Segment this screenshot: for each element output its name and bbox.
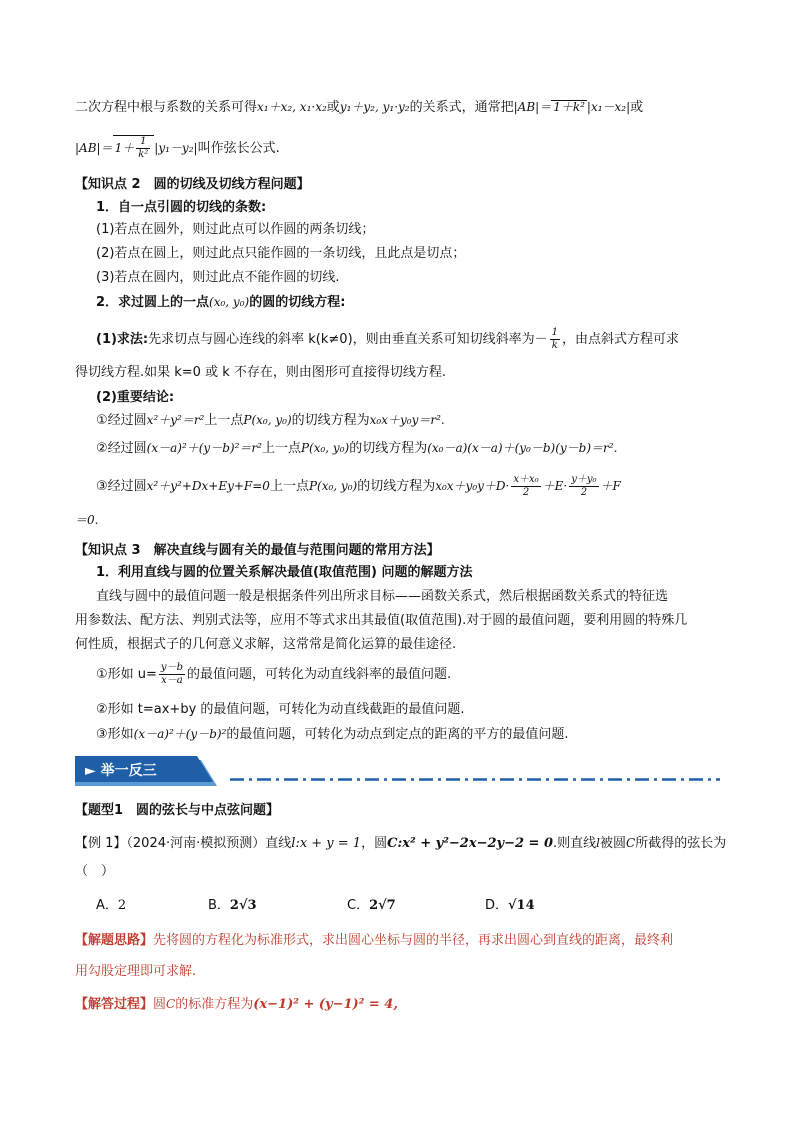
- kp2-item-2: (2)若点在圆上，则过此点只能作圆的一条切线，且此点是切点；: [96, 246, 466, 261]
- idea-label: 【解题思路】: [75, 933, 154, 948]
- sqrt-expr: [113, 135, 155, 161]
- process-label: 【解答过程】: [75, 997, 154, 1012]
- option-label: A．: [96, 898, 118, 913]
- text: 直线: [265, 836, 292, 851]
- text: 的切线方程为: [291, 413, 370, 428]
- math-expr: C:x² + y²−2x−2y−2 = 0: [387, 836, 553, 851]
- text: 或: [326, 100, 340, 115]
- sqrt-expr: 1＋k²: [553, 100, 585, 114]
- banner-label: ► 举一反三: [85, 763, 157, 779]
- option-c: [347, 896, 396, 916]
- text: .则直线: [553, 836, 597, 851]
- kp2-s1-title: 1．自一点引圆的切线的条数:: [96, 200, 267, 215]
- math-expr: x₀x＋y₀y＝r².: [369, 413, 445, 427]
- math-expr: ＋E·: [542, 479, 568, 493]
- math-expr: C: [166, 997, 176, 1011]
- kp2-conclusion-label: (2)重要结论:: [96, 390, 175, 405]
- kp2-method-line1: [96, 327, 679, 352]
- kp2-item-1: (1)若点在圆外，则过此点可以作圆的两条切线；: [96, 222, 375, 237]
- text: 先求切点与圆心连线的斜率 k(k≠0)，则由垂直关系可知切线斜率为－: [148, 332, 548, 347]
- kp3-s1-title: 1．利用直线与圆的位置关系解决最值(取值范围) 问题的解题方法: [96, 565, 473, 580]
- para1-line2: [75, 135, 280, 161]
- solution-process: [75, 994, 398, 1015]
- text: 上一点: [261, 441, 301, 456]
- math-expr: x₁＋x₂, x₁·x₂: [257, 100, 327, 114]
- option-label: B．: [208, 898, 230, 913]
- frac-den: 2: [580, 487, 588, 498]
- text: 所截得的弦长为: [635, 836, 727, 851]
- kp2-s2-title: [96, 292, 345, 313]
- example-label: 【例 1】: [75, 836, 127, 851]
- frac-num: y＋y₀: [571, 474, 597, 485]
- math-expr: |AB|＝: [513, 100, 552, 114]
- kp3-para-line3: 何性质，根据式子的几何意义求解，这常常是简化运算的最佳途径.: [75, 637, 457, 652]
- option-a: [96, 896, 126, 916]
- kp2-header: 【知识点 2 圆的切线及切线方程问题】: [75, 177, 310, 192]
- label: (1)求法:: [96, 332, 149, 347]
- math-expr: y₁＋y₂, y₁·y₂: [339, 100, 410, 114]
- text: 1＋: [114, 141, 135, 155]
- math-expr: l:x + y = 1: [291, 836, 362, 851]
- example-1-line1: [75, 833, 726, 854]
- math-expr: |y₁－y₂|: [154, 141, 198, 155]
- text: 或: [630, 100, 644, 115]
- kp2-item-3: (3)若点在圆内，则过此点不能作圆的切线.: [96, 270, 340, 285]
- section-banner: [75, 756, 217, 786]
- para1-line1: [75, 97, 643, 118]
- math-expr: (x₀－a)(x－a)＋(y₀－b)(y－b)＝r².: [427, 441, 618, 455]
- text: ②经过圆: [96, 441, 147, 456]
- math-expr: x²＋y²＝r²: [146, 413, 205, 427]
- text: 2．求过圆上的一点: [96, 295, 210, 310]
- text: 被圆: [599, 836, 626, 851]
- math-expr: |AB|＝: [75, 141, 113, 155]
- math-expr: l: [596, 836, 600, 850]
- text: 上一点: [269, 479, 309, 494]
- option-value: 2√3: [229, 898, 257, 913]
- text: ，圆: [361, 836, 388, 851]
- math-expr: P(x₀, y₀): [300, 441, 350, 455]
- text: 的最值问题，可转化为动直线斜率的最值问题.: [186, 667, 452, 682]
- text: 的最值问题，可转化为动点到定点的距离的平方的最值问题.: [226, 727, 569, 742]
- frac-den: k: [551, 340, 558, 351]
- fraction: [159, 662, 185, 687]
- fraction: [569, 474, 598, 499]
- text: 圆: [153, 997, 167, 1012]
- frac-den: 2: [522, 487, 530, 498]
- text: 的圆的切线方程:: [249, 295, 346, 310]
- math-expr: (x－a)²＋(y－b)²: [133, 727, 227, 741]
- type1-header: 【题型1 圆的弦长与中点弦问题】: [75, 803, 280, 818]
- banner-dash-line: [230, 778, 720, 781]
- kp2-method-line2: 得切线方程.如果 k=0 或 k 不存在，则由图形可直接得切线方程.: [75, 365, 447, 380]
- frac-num: y－b: [160, 662, 183, 673]
- fraction: [136, 136, 150, 161]
- frac-num: 1: [551, 327, 559, 338]
- frac-num: 1: [136, 136, 150, 149]
- math-expr: x₀x＋y₀y＋D·: [435, 479, 510, 493]
- text: ，由点斜式方程可求: [562, 332, 680, 347]
- solution-idea-line1: [75, 931, 673, 951]
- text: 的切线方程为: [349, 441, 428, 456]
- math-expr: x²＋y²+Dx+Ey+F=0: [146, 479, 270, 493]
- math-expr: |x₁－x₂|: [586, 100, 631, 114]
- option-d: [485, 896, 535, 916]
- frac-num: x＋x₀: [513, 474, 539, 485]
- text: ①形如 u=: [96, 667, 157, 682]
- kp3-para-line1: 直线与圆中的最值问题一般是根据条件列出所求目标——函数关系式，然后根据函数关系式的特征选: [96, 589, 669, 604]
- kp3-item-2: ②形如 t=ax+by 的最值问题，可转化为动直线截距的最值问题.: [96, 702, 465, 717]
- option-label: D．: [485, 898, 509, 913]
- solution-idea-line2: 用勾股定理即可求解.: [75, 964, 197, 979]
- math-expr: (x－a)²＋(y－b)²＝r²: [146, 441, 262, 455]
- text: ①经过圆: [96, 413, 147, 428]
- text: 上一点: [204, 413, 244, 428]
- example-1-paren: （ ）: [75, 864, 115, 879]
- text: 的切线方程为: [357, 479, 436, 494]
- math-expr: ＋F: [600, 479, 621, 493]
- kp2-conclusion-3: [96, 474, 621, 499]
- option-label: C．: [347, 898, 370, 913]
- math-expr: (x₀, y₀): [209, 295, 250, 309]
- fraction: [511, 474, 540, 499]
- math-expr: C: [626, 836, 636, 850]
- fraction: [550, 327, 560, 352]
- kp2-conclusion-1: [96, 410, 445, 431]
- option-b: [208, 896, 257, 916]
- kp3-item-3: [96, 724, 569, 745]
- math-expr: (x−1)² + (y−1)² = 4,: [253, 997, 398, 1012]
- kp3-header: 【知识点 3 解决直线与圆有关的最值与范围问题的常用方法】: [75, 543, 440, 558]
- text: 的关系式，通常把: [409, 100, 514, 115]
- text: 二次方程中根与系数的关系可得: [75, 100, 258, 115]
- kp3-item-1: [96, 662, 451, 687]
- text: ③形如: [96, 727, 134, 742]
- text: 先将圆的方程化为标准形式，求出圆心坐标与圆的半径，再求出圆心到直线的距离，最终利: [153, 933, 674, 948]
- option-value: √14: [508, 898, 535, 913]
- text: 叫作弦长公式.: [197, 141, 280, 156]
- frac-den: x－a: [161, 675, 183, 686]
- kp2-conclusion-3-end: ＝0.: [75, 513, 99, 527]
- kp2-conclusion-2: [96, 438, 617, 459]
- option-value: 2: [117, 898, 127, 913]
- text: 的标准方程为: [175, 997, 254, 1012]
- kp3-para-line2: 用参数法、配方法、判别式法等，应用不等式求出其最值(取值范围).对于圆的最值问题，要利用圆的特殊几: [75, 613, 688, 628]
- text: ③经过圆: [96, 479, 147, 494]
- example-source: （2024·河南·模拟预测）: [126, 836, 266, 851]
- option-value: 2√7: [369, 898, 396, 913]
- math-expr: P(x₀, y₀): [308, 479, 358, 493]
- frac-den: k²: [138, 149, 149, 160]
- math-expr: P(x₀, y₀): [243, 413, 292, 427]
